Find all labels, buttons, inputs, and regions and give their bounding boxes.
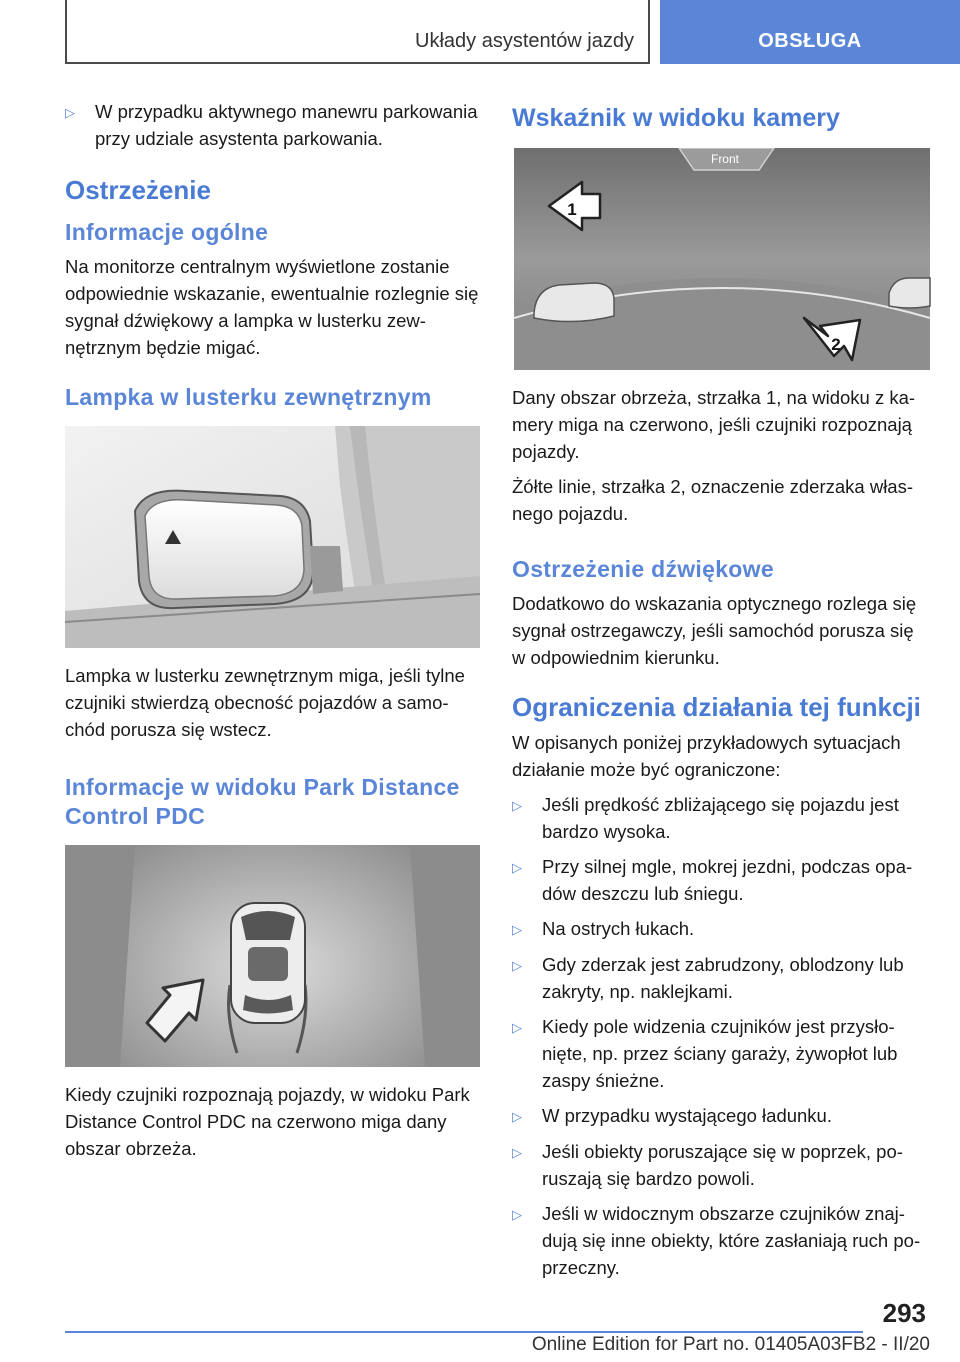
heading-general-info: Informacje ogólne	[65, 219, 269, 245]
bullet-triangle-icon: ▷	[65, 105, 75, 120]
list-item: ▷ W przypadku aktywnego manewru parkowania przy udziale asystenta parkowania.	[65, 98, 480, 152]
footer-divider	[65, 1331, 863, 1333]
list-item: ▷ Jeśli obiekty poruszające się w poprzek, poruszają się bardzo powoli.	[512, 1138, 932, 1192]
paragraph-pdc-view: Kiedy czujniki rozpoznają pojazdy, w widoku Park Distance Control PDC na czerwono miga dany obszar obrzeża.	[65, 1084, 470, 1159]
heading-sound-warning: Ostrzeżenie dźwiękowe	[512, 556, 774, 582]
left-column	[65, 98, 480, 1170]
list-item: ▷ Gdy zderzak jest zabrudzony, oblodzony lub zakryty, np. naklejkami.	[512, 951, 932, 1005]
heading-mirror-lamp: Lampka w lusterku zewnętrznym	[65, 384, 432, 410]
list-item: ▷ Jeśli w widocznym obszarze czujników znajdują się inne obiekty, które zasłaniają ruch poprzeczny.	[512, 1200, 932, 1281]
bullet-triangle-icon: ▷	[512, 798, 522, 813]
chapter-tab[interactable]: OBSŁUGA	[660, 0, 960, 64]
paragraph-sound-warning: Dodatkowo do wskazania optycznego rozlega się sygnał ostrzegawczy, jeśli samochód porusza się w odpowiednim kierunku.	[512, 593, 917, 668]
mirror-lamp-illustration	[65, 426, 480, 648]
list-item: ▷ Jeśli prędkość zbliżającego się pojazdu jest bardzo wysoka.	[512, 791, 932, 845]
paragraph-general-info: Na monitorze centralnym wyświetlone zostanie odpowiednie wskazanie, ewentualnie rozlegnie się sygnał dźwiękowy a lampka w lusterku zewnętrznym będzie migać.	[65, 256, 479, 358]
bullet-triangle-icon: ▷	[512, 860, 522, 875]
heading-warning: Ostrzeżenie	[65, 175, 211, 205]
bullet-triangle-icon: ▷	[512, 1207, 522, 1222]
bullet-triangle-icon: ▷	[512, 1109, 522, 1124]
list-item: ▷ Przy silnej mgle, mokrej jezdni, podczas opadów deszczu lub śniegu.	[512, 853, 932, 907]
footer-edition: Online Edition for Part no. 01405A03FB2 - II/20	[531, 1334, 930, 1355]
page-number: 293	[882, 1298, 926, 1328]
bullet-triangle-icon: ▷	[512, 1145, 522, 1160]
right-column	[512, 98, 932, 1289]
list-item: ▷ Kiedy pole widzenia czujników jest przysłonięte, np. przez ściany garaży, żywopłot lub zaspy śnieżne.	[512, 1013, 932, 1094]
paragraph-mirror-lamp: Lampka w lusterku zewnętrznym miga, jeśli tylne czujniki stwierdzą obecność pojazdów a samochód porusza się wstecz.	[65, 665, 465, 740]
heading-pdc-view: Informacje w widoku Park Distance Control PDC	[65, 774, 460, 829]
paragraph-limitations: W opisanych poniżej przykładowych sytuacjach działanie może być ograniczone:	[512, 732, 901, 780]
heading-camera-view: Wskaźnik w widoku kamery	[512, 104, 840, 132]
camera-front-label: Front	[710, 152, 740, 166]
bullet-triangle-icon: ▷	[512, 922, 522, 937]
heading-limitations: Ograniczenia działania tej funkcji	[512, 692, 921, 722]
paragraph-camera-1: Dany obszar obrzeża, strzałka 1, na widoku z kamery miga na czerwono, jeśli czujniki rozpoznają pojazdy.	[512, 387, 916, 462]
list-item: ▷ W przypadku wystającego ładunku.	[512, 1102, 932, 1130]
paragraph-camera-2: Żółte linie, strzałka 2, oznaczenie zderzaka własnego pojazdu.	[512, 476, 914, 524]
camera-arrow-2-label: 2	[831, 335, 841, 354]
bullet-triangle-icon: ▷	[512, 958, 522, 973]
camera-view-illustration	[512, 148, 932, 370]
bullet-triangle-icon: ▷	[512, 1020, 522, 1035]
list-item: ▷ Na ostrych łukach.	[512, 915, 932, 943]
limitations-list	[512, 791, 932, 1281]
section-title: Układy asystentów jazdy	[415, 30, 634, 52]
camera-arrow-1-label: 1	[567, 200, 577, 219]
pdc-view-illustration	[65, 845, 480, 1067]
